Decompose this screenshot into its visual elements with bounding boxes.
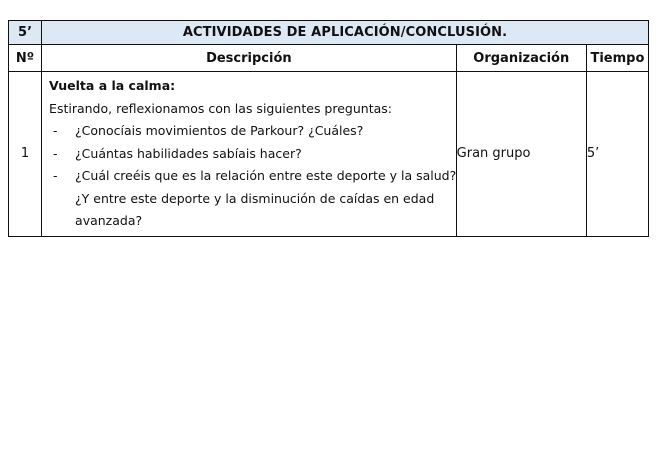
section-title: ACTIVIDADES DE APLICACIÓN/CONCLUSIÓN. — [42, 21, 649, 45]
column-header-description: Descripción — [42, 45, 457, 72]
list-item — [49, 143, 450, 166]
activity-table — [8, 20, 649, 237]
column-header-row — [9, 45, 649, 72]
question-text: ¿Cuál creéis que es la relación entre este deporte y la salud? — [75, 168, 457, 183]
activity-organization: Gran grupo — [456, 72, 586, 237]
column-header-organization: Organización — [456, 45, 586, 72]
section-header-row — [9, 21, 649, 45]
activity-number: 1 — [9, 72, 42, 237]
question-continuation-end: avanzada? — [75, 213, 143, 228]
question-continuation: ¿Y entre este deporte y la disminución de caídas en edad — [75, 190, 435, 206]
section-duration: 5’ — [9, 21, 42, 45]
list-item — [49, 165, 457, 188]
column-header-number: Nº — [9, 45, 42, 72]
table-row — [9, 72, 649, 237]
bullet-dash: - — [53, 123, 58, 138]
column-header-time: Tiempo — [586, 45, 648, 72]
bullet-dash: - — [53, 145, 58, 161]
description-heading: Vuelta a la calma: — [49, 78, 176, 93]
activity-time: 5’ — [586, 72, 648, 237]
activity-description — [42, 72, 457, 237]
bullet-dash: - — [53, 168, 58, 183]
list-item — [49, 120, 450, 143]
description-intro: Estirando, reflexionamos con las siguientes preguntas: — [49, 100, 392, 116]
question-text: ¿Cuántas habilidades sabíais hacer? — [75, 145, 302, 161]
question-text: ¿Conocíais movimientos de Parkour? ¿Cuáles? — [75, 123, 364, 138]
